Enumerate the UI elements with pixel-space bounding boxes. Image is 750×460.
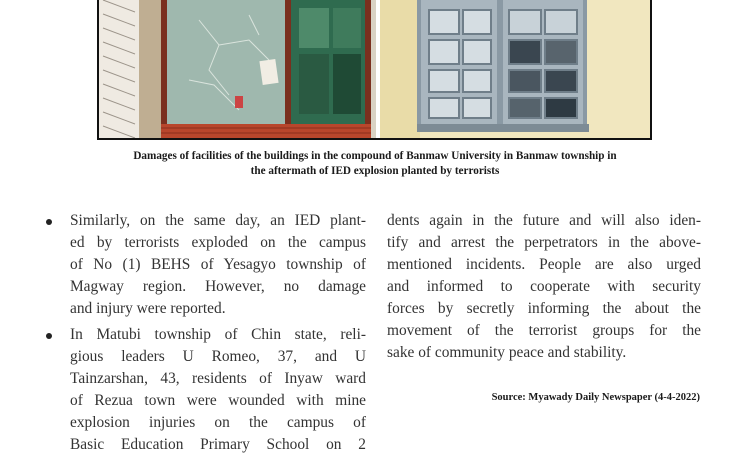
text-line: ed by terrorists exploded on the campus — [70, 234, 366, 251]
bullet-item — [46, 324, 366, 456]
text-line: tify and arrest the perpetrators in the above- — [387, 234, 701, 251]
photo-right-damaged-window — [380, 0, 650, 140]
bullet-item — [46, 210, 366, 320]
text-line: Basic Education Primary School on 2 — [70, 436, 366, 453]
text-line: In Matubi township of Chin state, reli- — [70, 326, 366, 343]
text-line: forces by secretly informing the about the — [387, 300, 701, 317]
caption-line: Damages of facilities of the buildings in the compound of Banmaw University in Banmaw township in — [133, 150, 617, 162]
photo-caption — [60, 149, 690, 179]
text-line: and injury were reported. — [70, 300, 226, 317]
text-line: dents again in the future and will also iden- — [387, 212, 701, 229]
text-line: explosion injuries on the campus of — [70, 414, 366, 431]
bullet-dot-icon — [46, 219, 52, 225]
article-left-column — [46, 210, 366, 460]
text-line: mentioned incidents. People are also urged — [387, 256, 701, 273]
article-right-column — [387, 210, 701, 364]
text-line: gious leaders U Romeo, 37, and U — [70, 348, 366, 365]
news-photo — [97, 0, 652, 140]
source-credit: Source: Myawady Daily Newspaper (4-4-2022) — [491, 392, 700, 403]
photo-left-damaged-window — [99, 0, 376, 140]
text-line: movement of the terrorist groups for the — [387, 322, 701, 339]
bullet-dot-icon — [46, 333, 52, 339]
text-line: Tainzarshan, 43, residents of Inyaw ward — [70, 370, 366, 387]
text-line: of No (1) BEHS of Yesagyo township of — [70, 256, 366, 273]
text-line: Similarly, on the same day, an IED plant- — [70, 212, 366, 229]
text-line: Magway region. However, no damage — [70, 278, 366, 295]
caption-line: the aftermath of IED explosion planted by terrorists — [250, 165, 500, 177]
text-line: of Rezua town were wounded with mine — [70, 392, 366, 409]
text-line: and informed to cooperate with security — [387, 278, 701, 295]
bullet-list — [46, 210, 366, 456]
text-line: sake of community peace and stability. — [387, 344, 627, 361]
